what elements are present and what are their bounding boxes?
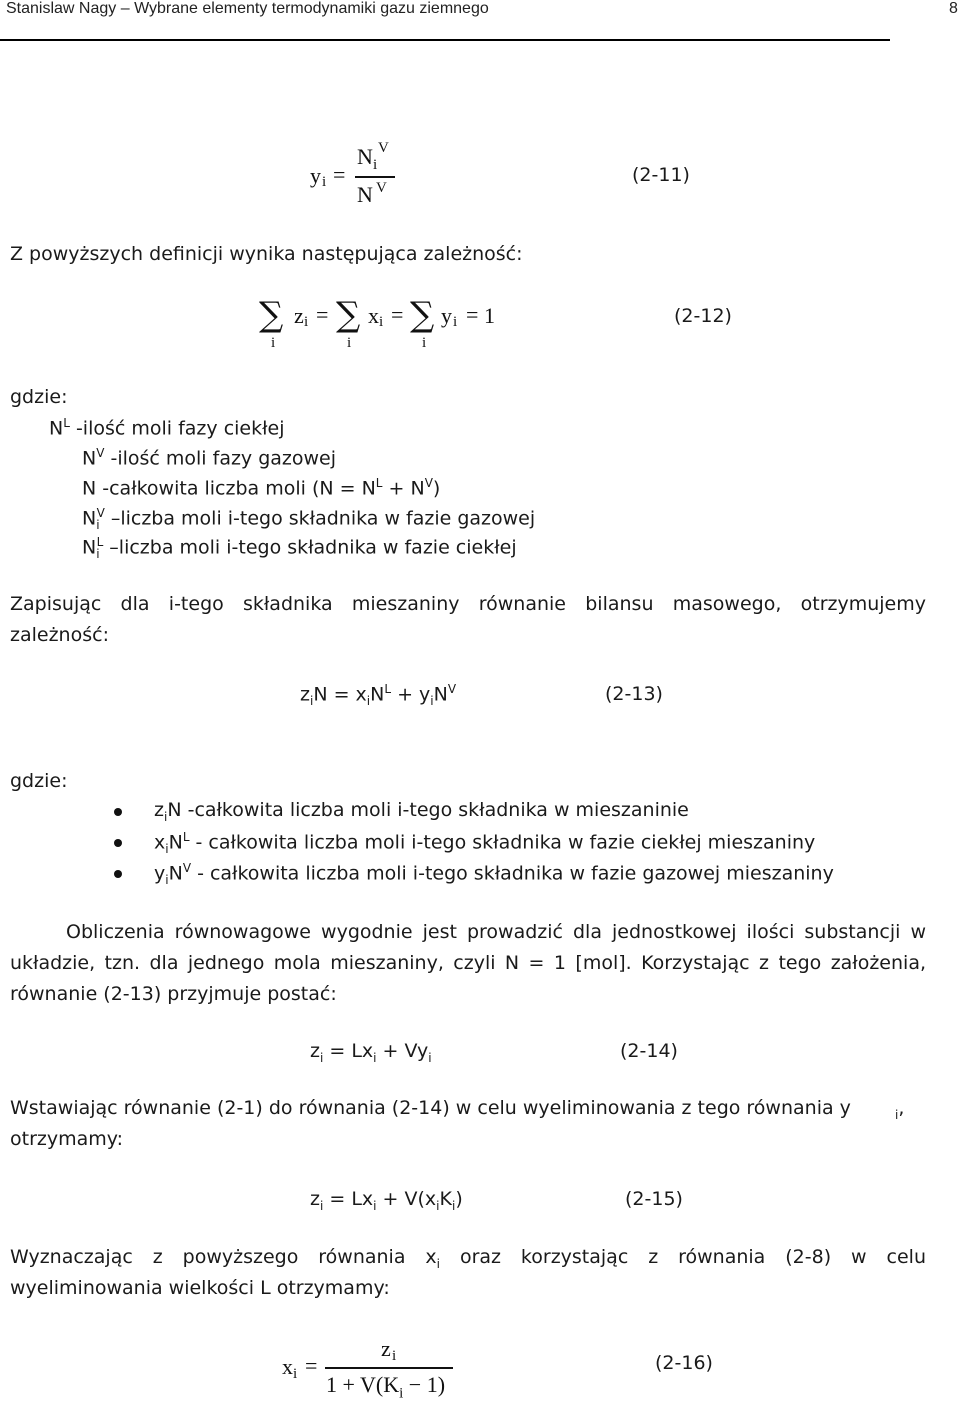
equation-2-14: $z_i = Lx_i + Vy_i$ [310, 1040, 432, 1065]
paragraph-line: układzie, tzn. dla jednego mola mieszaniny, czyli N = 1 [mol]. Korzystając z tego założenia, [10, 952, 926, 974]
equation-2-15: $z_i = Lx_i + V(x_iK_i)$ [310, 1188, 463, 1213]
definition-item: $N^L$ -ilość moli fazy ciekłej [49, 416, 285, 440]
equation-label: (2-15) [625, 1188, 683, 1210]
definition-item: $x_iN^L$ - całkowita liczba moli i-tego składnika w fazie ciekłej mieszaniny [154, 830, 816, 857]
definition-item: $N^V$ -ilość moli fazy gazowej [82, 446, 337, 470]
paragraph-line-end: $_i$, [895, 1097, 905, 1122]
fraction-bar [325, 1367, 453, 1369]
paragraph-line: równanie (2-13) przyjmuje postać: [10, 983, 337, 1005]
sum-sign: ∑ [336, 295, 361, 335]
paragraph-line: Obliczenia równowagowe wygodnie jest prowadzić dla jednostkowej ilości substancji w [66, 921, 926, 943]
definition-item: $z_iN$ -całkowita liczba moli i-tego składnika w mieszaninie [154, 799, 689, 824]
header-rule [0, 39, 890, 41]
var-y-sub: i [453, 314, 458, 330]
definition-item: $N_i^V$ –liczba moli i-tego składnika w fazie gazowej [82, 506, 536, 533]
eq-numerator: N [357, 144, 373, 169]
where-label: gdzie: [10, 770, 68, 792]
eq-lhs-var: x [282, 1354, 293, 1379]
paragraph-line: Zapisując dla i-tego składnika mieszaniny równanie bilansu masowego, otrzymujemy [10, 593, 926, 615]
equation-label: (2-14) [620, 1040, 678, 1062]
bullet [114, 839, 122, 847]
var-z-sub: i [304, 314, 309, 330]
equation-label: (2-12) [674, 305, 732, 327]
eq-lhs-sub: i [322, 174, 327, 190]
eq-numerator-sub: i [392, 1348, 397, 1364]
equation-label: (2-11) [632, 164, 690, 186]
eq-denominator-sup: V [376, 180, 387, 196]
sum-sign: ∑ [410, 295, 435, 335]
eq-numerator-sup: V [378, 140, 389, 156]
eq-rhs: 1 [484, 303, 495, 328]
eq-equals: = [316, 302, 329, 327]
var-z: z [294, 303, 304, 328]
bullet [114, 870, 122, 878]
eq-lhs-var: y [310, 163, 321, 188]
equation-label: (2-16) [655, 1352, 713, 1374]
page-number: 8 [949, 0, 958, 17]
equation-2-13: $z_iN = x_iN^L + y_iN^V$ [300, 682, 457, 709]
sum-index: i [422, 335, 427, 351]
sum-sign: ∑ [259, 295, 284, 335]
sum-index: i [271, 335, 276, 351]
definition-item: N -całkowita liczba moli $(N = N^L + N^V)$ [82, 476, 441, 500]
definition-item: $y_iN^V$ - całkowita liczba moli i-tego składnika w fazie gazowej mieszaniny [154, 861, 834, 888]
intro-text: Z powyższych definicji wynika następująca zależność: [10, 243, 523, 265]
paragraph-line: zależność: [10, 624, 109, 646]
eq-equals: = [333, 162, 346, 187]
paragraph-line: wyeliminowania wielkości L otrzymamy: [10, 1277, 390, 1299]
eq-equals: = [466, 302, 479, 327]
eq-numerator-sub: i [373, 157, 378, 173]
paragraph-line: otrzymamy: [10, 1128, 124, 1150]
where-label: gdzie: [10, 386, 68, 408]
var-x-sub: i [379, 314, 384, 330]
eq-equals: = [391, 302, 404, 327]
eq-denominator: N [357, 182, 373, 207]
var-x: x [368, 303, 379, 328]
running-header-title: Stanislaw Nagy – Wybrane elementy termodynamiki gazu ziemnego [6, 0, 489, 17]
paragraph-line: Wstawiając równanie (2-1) do równania (2-14) w celu wyeliminowania z tego równania y [10, 1097, 851, 1119]
eq-denominator: $1 + V(K_i - 1)$ [326, 1372, 446, 1402]
paragraph-line: Wyznaczając z powyższego równania $x_i$ oraz korzystając z równania (2-8) w celu [10, 1246, 926, 1271]
eq-lhs-sub: i [293, 1366, 298, 1382]
definition-item: $N_i^L$ –liczba moli i-tego składnika w fazie ciekłej [82, 535, 517, 562]
sum-index: i [347, 335, 352, 351]
fraction-bar [355, 176, 395, 178]
eq-equals: = [305, 1353, 318, 1378]
var-y: y [441, 303, 452, 328]
equation-label: (2-13) [605, 683, 663, 705]
eq-numerator: z [381, 1336, 391, 1361]
bullet [114, 808, 122, 816]
